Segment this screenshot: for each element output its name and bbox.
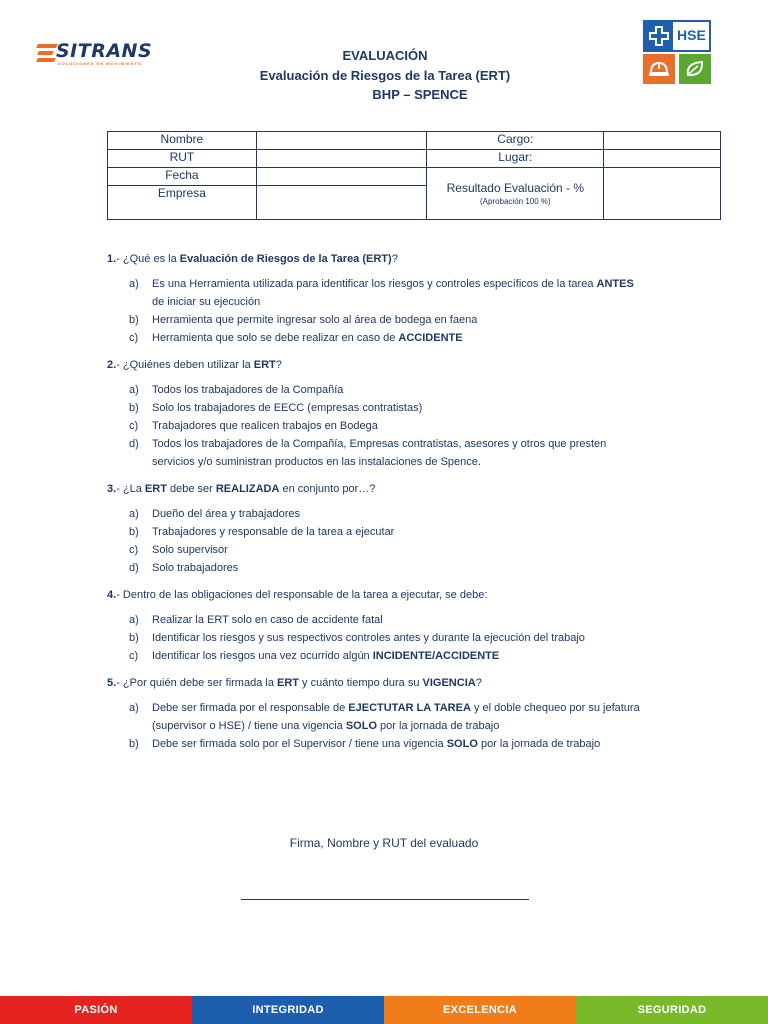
question-4 [107,587,727,603]
option-text: Herramienta que permite ingresar solo al área de bodega en faena [152,314,478,326]
question-1 [107,251,727,267]
question-text: debe ser [166,483,216,495]
label-empresa: Empresa [108,186,257,220]
option-4c[interactable] [129,647,727,665]
option-letter: a) [129,508,139,520]
option-text: de iniciar su ejecución [152,296,261,308]
option-3d[interactable] [129,559,727,577]
question-3-options [129,505,727,577]
option-text: Debe ser firmada por el responsable de [152,702,349,714]
field-nombre[interactable] [256,132,427,150]
option-text: Realizar la ERT solo en caso de accidente fatal [152,614,383,626]
option-letter: a) [129,614,139,626]
option-text: Herramienta que solo se debe realizar en caso de [152,332,399,344]
option-text: Debe ser firmada solo por el Supervisor / tiene una vigencia [152,738,447,750]
option-1a[interactable] [129,275,727,311]
option-text: Es una Herramienta utilizada para identificar los riesgos y controles específicos de la tarea [152,278,597,290]
medical-cross-icon [645,22,673,50]
option-5b[interactable] [129,735,727,753]
option-3c[interactable] [129,541,727,559]
option-letter: c) [129,650,139,662]
field-fecha[interactable] [256,168,427,186]
option-3b[interactable] [129,523,727,541]
option-letter: b) [129,314,139,326]
logo-wordmark: SITRANS [56,40,153,62]
leaf-icon [679,54,711,84]
evaluation-info-table [107,131,721,220]
hse-badge [643,20,711,84]
question-5-options [129,699,727,753]
question-text: y cuánto tiempo dura su [299,677,423,689]
option-letter: b) [129,738,139,750]
question-5 [107,675,727,691]
option-1c[interactable] [129,329,727,347]
option-bold-text: SOLO [446,738,478,750]
title-line-1: EVALUACIÓN [342,48,428,63]
question-1-options [129,275,727,347]
aprobacion-note: (Aprobación 100 %) [479,197,551,206]
hse-label: HSE [677,27,706,43]
question-3 [107,481,727,497]
values-footer [0,996,768,1024]
option-text: Identificar los riesgos una vez ocurrido algún [152,650,373,662]
option-bold-text: ACCIDENTE [398,332,463,344]
option-2a[interactable] [129,381,727,399]
question-4-options [129,611,727,665]
option-letter: a) [129,702,139,714]
label-lugar: Lugar: [427,150,604,168]
question-number: 3. [107,483,117,495]
question-number: 5. [107,677,117,689]
signature-line[interactable] [241,899,529,900]
option-2b[interactable] [129,399,727,417]
question-text: - Dentro de las obligaciones del responsable de la tarea a ejecutar, se debe: [116,589,488,601]
question-bold-text: REALIZADA [215,483,280,495]
option-letter: b) [129,526,139,538]
hard-hat-icon [643,54,675,84]
label-cargo: Cargo: [427,132,604,150]
sitrans-logo [36,40,176,72]
question-text: - ¿Qué es la [116,253,180,265]
option-letter: c) [129,332,139,344]
option-text: por la jornada de trabajo [477,738,601,750]
option-text: Solo trabajadores [152,562,239,574]
footer-pasion: PASIÓN [0,996,192,1024]
footer-integridad: INTEGRIDAD [192,996,384,1024]
question-bold-text: VIGENCIA [422,677,476,689]
label-fecha: Fecha [108,168,257,186]
question-bold-text: Evaluación de Riesgos de la Tarea (ERT) [179,253,392,265]
question-bold-text: ERT [277,677,299,689]
option-text: Dueño del área y trabajadores [152,508,300,520]
option-text: Identificar los riesgos y sus respectivos controles antes y durante la ejecución del trabajo [152,632,585,644]
question-text: - ¿Por quién debe ser firmada la [116,677,277,689]
option-letter: b) [129,632,139,644]
field-lugar[interactable] [604,150,721,168]
resultado-text: Resultado Evaluación - % [446,181,585,195]
option-letter: a) [129,384,139,396]
option-4b[interactable] [129,629,727,647]
field-rut[interactable] [256,150,427,168]
option-2c[interactable] [129,417,727,435]
option-text: servicios y/o suministran productos en las instalaciones de Spence. [152,456,481,468]
option-bold-text: INCIDENTE/ACCIDENTE [372,650,500,662]
option-letter: a) [129,278,139,290]
option-4a[interactable] [129,611,727,629]
option-text: Solo los trabajadores de EECC (empresas contratistas) [152,402,423,414]
question-text: ? [275,359,282,371]
option-letter: c) [129,420,139,432]
option-text: Trabajadores y responsable de la tarea a ejecutar [152,526,395,538]
question-text: - ¿Quiénes deben utilizar la [116,359,254,371]
option-1b[interactable] [129,311,727,329]
footer-seguridad: SEGURIDAD [576,996,768,1024]
label-resultado [427,168,604,220]
option-text: por la jornada de trabajo [377,720,500,732]
option-text: Todos los trabajadores de la Compañía, Empresas contratistas, asesores y otros que presten [152,438,607,450]
question-bold-text: ERT [253,359,276,371]
field-resultado[interactable] [604,168,721,220]
option-text: Trabajadores que realicen trabajos en Bodega [152,420,378,432]
option-letter: b) [129,402,139,414]
option-bold-text: SOLO [345,720,377,732]
label-rut: RUT [108,150,257,168]
document-title [200,46,570,104]
question-number: 2. [107,359,117,371]
question-text: en conjunto por…? [279,483,376,495]
logo-tagline: SOLUCIONES EN MOVIMIENTO [58,61,142,66]
option-text: (supervisor o HSE) / tiene una vigencia [152,720,346,732]
label-nombre: Nombre [108,132,257,150]
question-number: 1. [107,253,117,265]
questions-section [107,251,727,763]
option-2d[interactable] [129,435,727,471]
question-2 [107,357,727,373]
option-text: Todos los trabajadores de la Compañía [152,384,344,396]
option-letter: c) [129,544,139,556]
option-bold-text: ANTES [596,278,634,290]
question-bold-text: ERT [144,483,167,495]
title-line-2: Evaluación de Riesgos de la Tarea (ERT) [259,68,511,83]
option-3a[interactable] [129,505,727,523]
option-text: y el doble chequeo por su jefatura [470,702,640,714]
signature-label: Firma, Nombre y RUT del evaluado [289,836,479,850]
question-number: 4. [107,589,117,601]
question-text: ? [475,677,482,689]
sitrans-mark-icon [36,44,58,62]
question-text: - ¿La [116,483,145,495]
option-letter: d) [129,438,139,450]
field-cargo[interactable] [604,132,721,150]
footer-excelencia: EXCELENCIA [384,996,576,1024]
option-text: Solo supervisor [152,544,228,556]
question-2-options [129,381,727,471]
field-empresa[interactable] [256,186,427,220]
title-line-3: BHP – SPENCE [372,87,468,102]
option-5a[interactable] [129,699,727,735]
option-bold-text: EJECTUTAR LA TAREA [348,702,471,714]
question-text: ? [391,253,398,265]
option-letter: d) [129,562,139,574]
